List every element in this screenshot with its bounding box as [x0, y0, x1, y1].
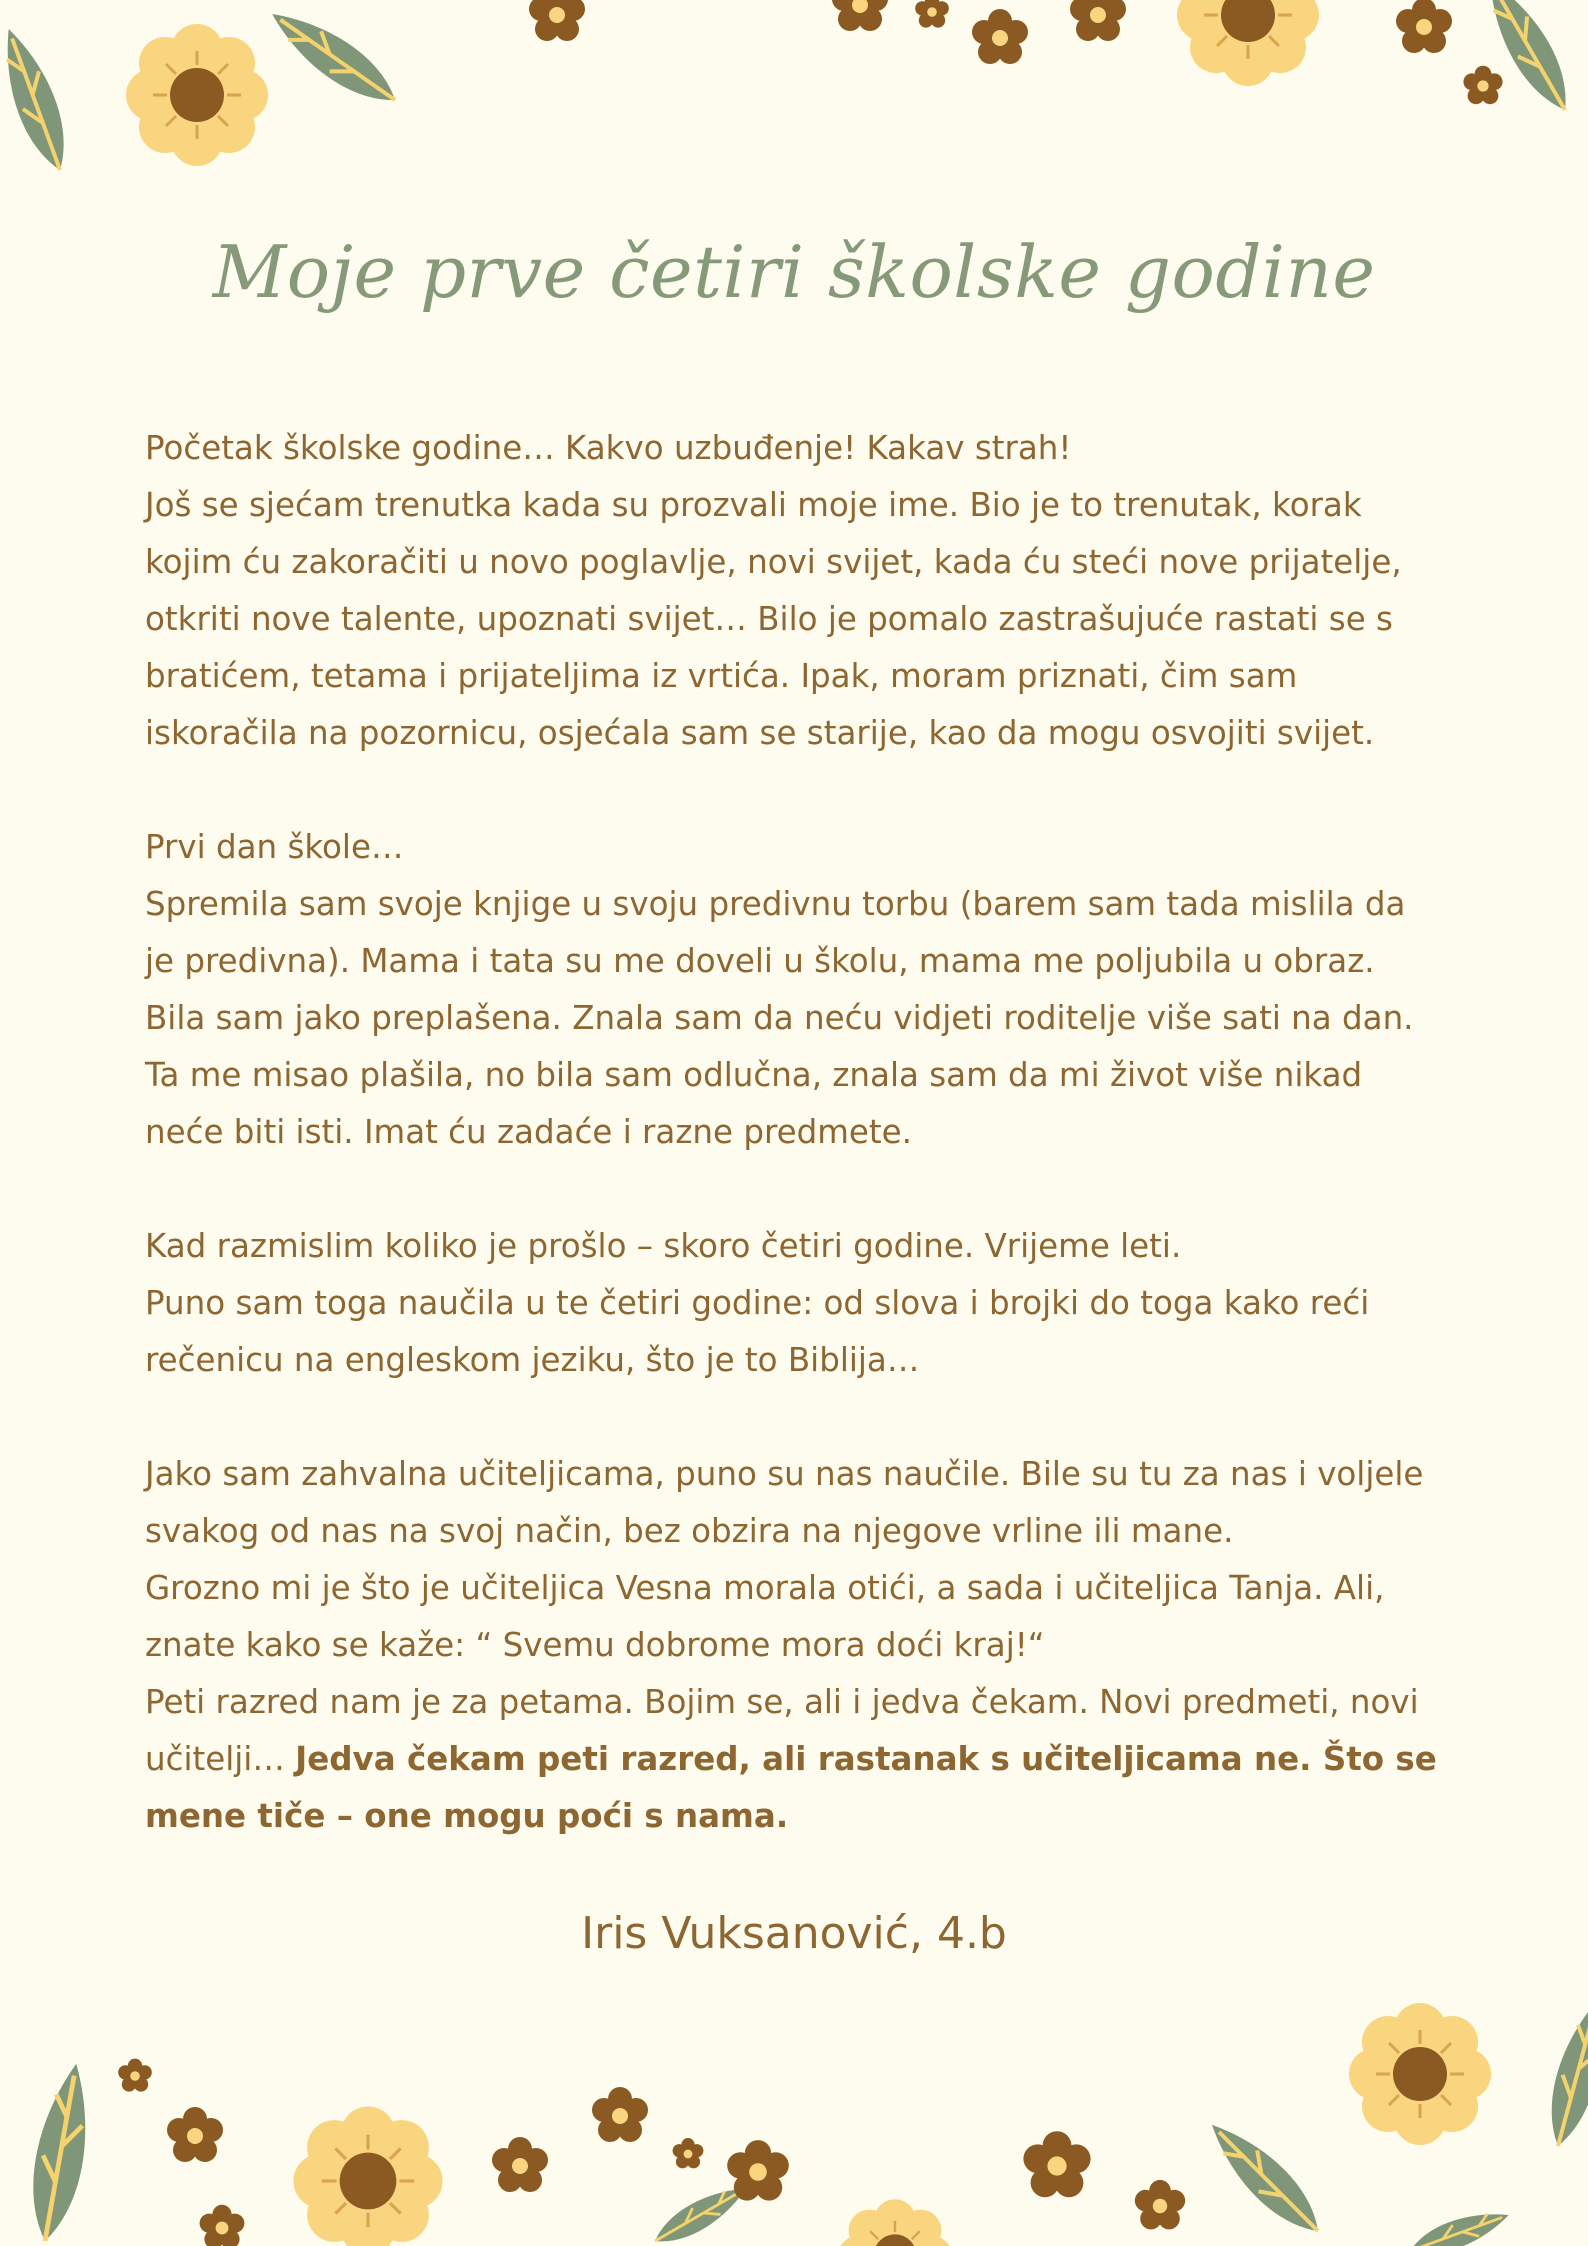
leaf-icon [1405, 2202, 1513, 2246]
leaf-icon [22, 2060, 99, 2245]
brown-flower-icon [592, 2087, 648, 2142]
text-line: Puno sam toga naučila u te četiri godine: od slova i brojki do toga kako reći [145, 1284, 1370, 1322]
text-line: svakog od nas na svoj način, bez obzira na njegove vrline ili mane. [145, 1512, 1234, 1550]
sunflower-icon [1349, 2003, 1491, 2145]
text-line: Grozno mi je što je učiteljica Vesna morala otići, a sada i učiteljica Tanja. Ali, [145, 1569, 1385, 1607]
text-line: Prvi dan škole… [145, 828, 404, 866]
brown-flower-icon [1396, 0, 1452, 53]
text-line: je predivna). Mama i tata su me doveli u školu, mama me poljubila u obraz. [145, 942, 1375, 980]
brown-flower-icon [1070, 0, 1126, 41]
leaf-icon [0, 22, 78, 176]
text-line: Početak školske godine… Kakvo uzbuđenje! Kakav strah! [145, 429, 1072, 467]
sunflower-icon [293, 2106, 442, 2246]
sunflower-icon [838, 2199, 952, 2246]
paragraph [145, 1218, 1535, 1389]
text-line: Bila sam jako preplašena. Znala sam da neću vidjeti roditelje više sati na dan. [145, 999, 1414, 1037]
page-title: Moje prve četiri školske godine [212, 230, 1376, 314]
paragraph [145, 1446, 1535, 1845]
text-line: iskoračila na pozornicu, osjećala sam se starije, kao da mogu osvojiti svijet. [145, 714, 1375, 752]
closing-bold-line: mene tiče – one mogu poći s nama. [145, 1797, 789, 1835]
text-line: otkriti nove talente, upoznati svijet… Bilo je pomalo zastrašujuće rastati se s [145, 600, 1393, 638]
text-line: bratićem, tetama i prijateljima iz vrtića. Ipak, moram priznati, čim sam [145, 657, 1298, 695]
brown-flower-icon [727, 2140, 789, 2201]
text-line [145, 1731, 1535, 1788]
brown-flower-icon [529, 0, 585, 41]
essay-body [145, 420, 1535, 1845]
brown-flower-icon [972, 9, 1028, 64]
brown-flower-icon [1135, 2180, 1185, 2230]
brown-flower-icon [1023, 2131, 1090, 2197]
text-line: Još se sjećam trenutka kada su prozvali moje ime. Bio je to trenutak, korak [145, 486, 1362, 524]
text-line: Kad razmislim koliko je prošlo – skoro četiri godine. Vrijeme leti. [145, 1227, 1182, 1265]
brown-flower-icon [167, 2107, 223, 2162]
text-line: Spremila sam svoje knjige u svoju predivnu torbu (barem sam tada mislila da [145, 885, 1406, 923]
text-line: kojim ću zakoračiti u novo poglavlje, novi svijet, kada ću steći nove prijatelje, [145, 543, 1402, 581]
brown-flower-icon [915, 0, 949, 28]
leaf-icon [1473, 0, 1582, 120]
brown-flower-icon [673, 2138, 704, 2168]
bottom-floral-decoration [0, 1986, 1588, 2246]
text-bold: Jedva čekam peti razred, ali rastanak s učiteljicama ne. Što se [295, 1740, 1437, 1778]
text-line: Jako sam zahvalna učiteljicama, puno su nas naučile. Bile su tu za nas i voljele [145, 1455, 1424, 1493]
sunflower-icon [126, 24, 268, 166]
leaf-icon [648, 2177, 753, 2246]
text-line: neće biti isti. Imat ću zadaće i razne predmete. [145, 1113, 912, 1151]
text-plain: učitelji… [145, 1740, 296, 1778]
paragraph [145, 420, 1535, 762]
text-line: Peti razred nam je za petama. Bojim se, ali i jedva čekam. Novi predmeti, novi [145, 1683, 1419, 1721]
text-line: Ta me misao plašila, no bila sam odlučna, znala sam da mi život više nikad [145, 1056, 1363, 1094]
brown-flower-icon [832, 0, 888, 31]
text-line: rečenicu na engleskom jeziku, što je to Biblija… [145, 1341, 920, 1379]
paragraph [145, 819, 1535, 1161]
sunflower-icon [1177, 0, 1319, 86]
leaf-icon [1539, 1996, 1588, 2151]
brown-flower-icon [1463, 66, 1502, 105]
brown-flower-icon [118, 2059, 152, 2092]
top-floral-decoration [0, 0, 1588, 200]
brown-flower-icon [492, 2137, 548, 2192]
brown-flower-icon [200, 2205, 245, 2246]
text-line: znate kako se kaže: “ Svemu dobrome mora doći kraj!“ [145, 1626, 1045, 1664]
leaf-icon [261, 0, 406, 116]
leaf-icon [1198, 2111, 1332, 2245]
author-signature: Iris Vuksanović, 4.b [581, 1908, 1007, 1959]
